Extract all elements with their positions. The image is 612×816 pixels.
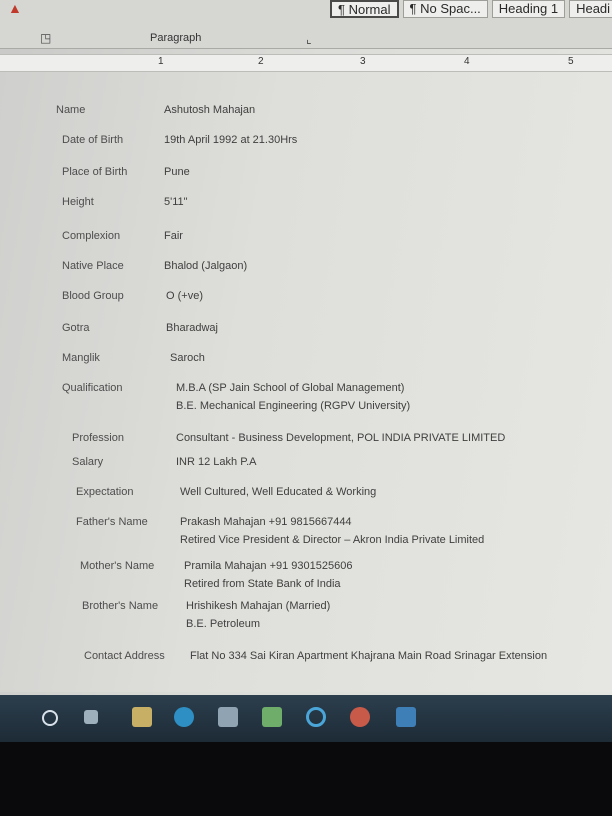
app-icon[interactable]: ▲ bbox=[8, 0, 22, 16]
field-value: O (+ve) bbox=[166, 290, 203, 302]
field-label: Complexion bbox=[62, 230, 121, 242]
windows-start-icon[interactable] bbox=[42, 710, 58, 726]
field-label: Blood Group bbox=[62, 290, 124, 302]
field-value: Flat No 334 Sai Kiran Apartment Khajrana Main Road Srinagar Extension bbox=[190, 650, 548, 662]
ruler-mark: 3 bbox=[360, 56, 366, 67]
field-label: Date of Birth bbox=[62, 134, 124, 146]
field-value: Pune bbox=[164, 166, 190, 178]
field-label: Name bbox=[56, 104, 86, 116]
edge-icon[interactable] bbox=[174, 707, 194, 727]
style-heading-1[interactable]: Heading 1 bbox=[492, 0, 565, 18]
field-value: INR 12 Lakh P.A bbox=[176, 456, 257, 468]
field-label: Expectation bbox=[76, 486, 134, 498]
paragraph-group-label: Paragraph bbox=[150, 32, 202, 44]
cortana-icon[interactable] bbox=[306, 707, 326, 727]
field-label: Native Place bbox=[62, 260, 124, 272]
horizontal-ruler[interactable] bbox=[0, 54, 612, 72]
field-label: Qualification bbox=[62, 382, 123, 394]
chrome-icon[interactable] bbox=[350, 707, 370, 727]
office-icon[interactable] bbox=[262, 707, 282, 727]
field-label: Brother's Name bbox=[82, 600, 159, 612]
task-view-icon[interactable] bbox=[84, 710, 98, 724]
paragraph-settings-icon[interactable]: ◳ bbox=[40, 31, 52, 45]
document-page[interactable] bbox=[0, 72, 612, 692]
store-icon[interactable] bbox=[218, 707, 238, 727]
field-value: Well Cultured, Well Educated & Working bbox=[180, 486, 377, 498]
style-normal[interactable]: ¶ Normal bbox=[330, 0, 399, 18]
field-value-line2: B.E. Petroleum bbox=[186, 618, 260, 630]
field-value: Ashutosh Mahajan bbox=[164, 104, 256, 116]
field-label: Salary bbox=[72, 456, 104, 468]
field-value: Hrishikesh Mahajan (Married) bbox=[186, 600, 331, 612]
ruler-mark: 4 bbox=[464, 56, 470, 67]
field-label: Gotra bbox=[62, 322, 90, 334]
field-label: Height bbox=[62, 196, 94, 208]
field-value: Bharadwaj bbox=[166, 322, 218, 334]
ribbon bbox=[0, 0, 612, 49]
style-heading-2[interactable]: Headi bbox=[569, 0, 612, 18]
field-label: Mother's Name bbox=[80, 560, 155, 572]
field-value: 5'11" bbox=[164, 196, 188, 208]
ruler-mark: 5 bbox=[568, 56, 574, 67]
taskbar bbox=[0, 695, 612, 742]
field-label: Contact Address bbox=[84, 650, 165, 662]
field-value-line2: Retired Vice President & Director – Akron India Private Limited bbox=[180, 534, 485, 546]
word-icon[interactable] bbox=[396, 707, 416, 727]
ruler-mark: 2 bbox=[258, 56, 264, 67]
field-value: Saroch bbox=[170, 352, 205, 364]
styles-gallery bbox=[330, 0, 612, 18]
field-label: Father's Name bbox=[76, 516, 148, 528]
field-value-line2: B.E. Mechanical Engineering (RGPV University) bbox=[176, 400, 411, 412]
style-no-spacing[interactable]: ¶ No Spac... bbox=[403, 0, 488, 18]
field-label: Profession bbox=[72, 432, 124, 444]
ruler-mark: 1 bbox=[158, 56, 164, 67]
field-label: Manglik bbox=[62, 352, 100, 364]
field-value: Pramila Mahajan +91 9301525606 bbox=[184, 560, 353, 572]
paragraph-dialog-launcher-icon[interactable]: ⌞ bbox=[306, 32, 312, 46]
field-value: Consultant - Business Development, POL INDIA PRIVATE LIMITED bbox=[176, 432, 506, 444]
field-value: Fair bbox=[164, 230, 183, 242]
file-explorer-icon[interactable] bbox=[132, 707, 152, 727]
field-value-line2: Retired from State Bank of India bbox=[184, 578, 341, 590]
field-value: Bhalod (Jalgaon) bbox=[164, 260, 248, 272]
field-value: 19th April 1992 at 21.30Hrs bbox=[164, 134, 298, 146]
field-value: M.B.A (SP Jain School of Global Management) bbox=[176, 382, 405, 394]
field-label: Place of Birth bbox=[62, 166, 128, 178]
field-value: Prakash Mahajan +91 9815667444 bbox=[180, 516, 352, 528]
